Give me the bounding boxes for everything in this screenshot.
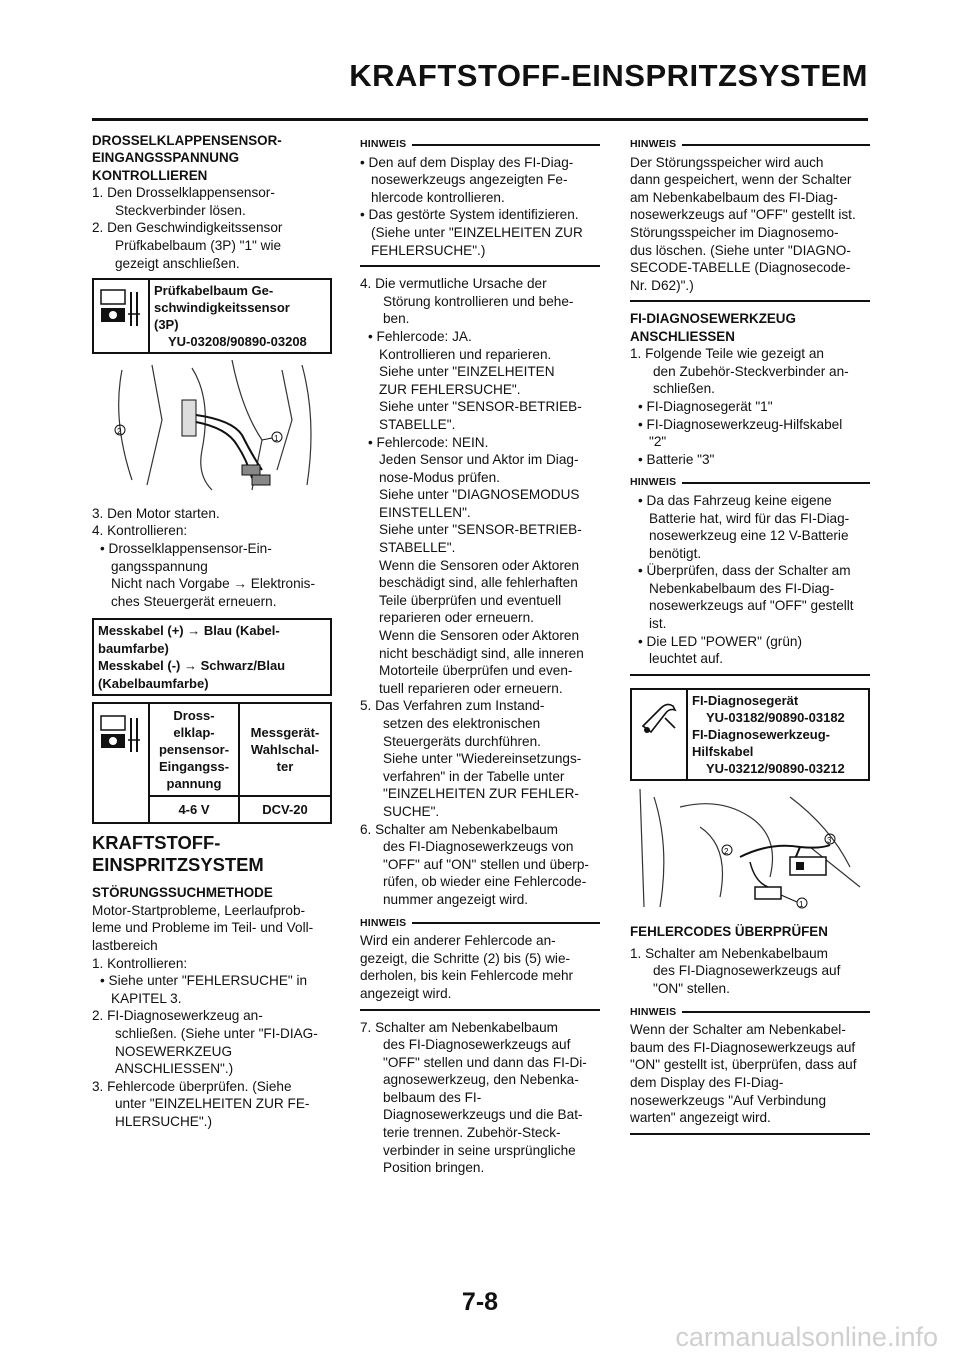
note-header-3: HINWEIS bbox=[630, 136, 870, 154]
check-step-1: 1. Schalter am Nebenkabelbaum des FI-Diagnosewerkzeugs auf "ON" stellen. bbox=[630, 945, 841, 997]
step-3: 3. Den Motor starten. bbox=[92, 505, 220, 521]
tool-text: Prüfkabelbaum Ge- schwindigkeitssensor (3P) YU-03208/90890-03208 bbox=[154, 283, 307, 350]
title-rule bbox=[92, 118, 868, 121]
watermark: carmanualsonline.info bbox=[675, 1322, 938, 1352]
special-tool-box bbox=[92, 278, 332, 354]
note-header-5: HINWEIS bbox=[630, 1004, 870, 1022]
note-header-2: HINWEIS bbox=[360, 915, 600, 933]
column-2 bbox=[360, 132, 600, 1177]
table-header-selector: Messgerät- Wahlschal- ter bbox=[250, 725, 320, 775]
note-2: Wird ein anderer Fehlercode an- gezeigt, die Schritte (2) bis (5) wie- derholen, bis kein Fehlercode mehr angezeigt wird. bbox=[360, 933, 574, 1001]
table-cell-selector: DCV-20 bbox=[240, 795, 330, 822]
spec-table bbox=[92, 702, 332, 824]
procedure-step-3: 3. Fehlercode überprüfen. (Siehe unter "EINZELHEITEN ZUR FE- HLERSUCHE".) bbox=[92, 1078, 310, 1129]
figure-sensor-harness bbox=[92, 360, 332, 499]
step-1: 1. Den Drosselklappensensor- Steckverbinder lösen. bbox=[92, 185, 275, 218]
section-heading-connect: FI-DIAGNOSEWERKZEUG ANSCHLIESSEN bbox=[630, 311, 796, 344]
note-5: Wenn der Schalter am Nebenkabel- baum des FI-Diagnosewerkzeugs auf "ON" gestellt ist, überprüfen, dass auf dem Display des FI-Diag- nosewerkzeugs "Auf Verbindung warten" angezeigt wird. bbox=[630, 1022, 857, 1126]
diagnostic-tool-icon bbox=[632, 690, 688, 779]
tool-text-2: FI-Diagnosegerät YU-03182/90890-03182 FI-Diagnosewerkzeug- Hilfskabel YU-03212/90890-03212 bbox=[692, 692, 845, 776]
section-heading: DROSSELKLAPPENSENSOR- EINGANGSSPANNUNG KONTROLLIEREN bbox=[92, 133, 282, 183]
bullet-error-yes: • Fehlercode: JA. Kontrollieren und reparieren. Siehe unter "EINZELHEITEN ZUR FEHLERSUCHE". Siehe unter "SENSOR-BETRIEB- STABELLE". bbox=[368, 328, 582, 432]
step-4-cause: 4. Die vermutliche Ursache der Störung kontrollieren und behe- ben. bbox=[360, 276, 574, 327]
tool-icon bbox=[94, 280, 150, 352]
intro-paragraph: Motor-Startprobleme, Leerlaufprob- leme und Probleme im Teil- und Voll- lastbereich bbox=[92, 902, 314, 953]
step-4: 4. Kontrollieren: bbox=[92, 523, 188, 539]
procedure-step-1: 1. Kontrollieren: bbox=[92, 955, 188, 971]
column-1: DROSSELKLAPPENSENSOR- EINGANGSSPANNUNG KONTROLLIEREN 1. Den Drosselklappensensor- Steckverbinder lösen. 2. Den Geschwindigkeitssensor Prüfkabelbaum (3P) "1" wie gezeigt anschließen. Prüfkabelbaum Ge- schwindigkeitssensor (3P) YU-03208/90890-03208 1 2 3. Den Motor starten. 4. Kontrollieren: • Drosselklappensensor-Ein- gangsspannung Nicht nach Vorgabe → Elektronis- ches Steuergerät erneuern. Messkabel (+) → Blau (Kabel- baumfarbe) Messkabel (-) → Schwarz/Blau (Kabelbaumfarbe) Dross- elklap- pensensor- Eingangss- pannung Messgerät- Wahlschal- ter 4-6 V DCV-20 KRAFTSTOFF- EINSPRITZSYSTEM STÖRUNGSSUCHMETHODE Motor-Startprobleme, Leerlaufprob- leme und Probleme im Teil- und Voll- lastbereich 1. Kontrollieren: • Siehe unter "FEHLERSUCHE" in KAPITEL 3. 2. FI-Diagnosewerkzeug an- schließen. (Siehe unter "FI-DIAG- NOSEWERKZEUG ANSCHLIESSEN".) 3. Fehlercode überprüfen. (Siehe unter "EINZELHEITEN ZUR FE- HLERSUCHE".) bbox=[92, 132, 332, 1130]
table-cell-voltage: 4-6 V bbox=[150, 795, 240, 822]
note-header-4: HINWEIS bbox=[630, 474, 870, 492]
callout-1: 1 bbox=[274, 434, 279, 444]
multimeter-icon bbox=[94, 704, 150, 822]
callout-3: 3 bbox=[827, 835, 832, 845]
bullet-check: • Drosselklappensensor-Ein- gangsspannung Nicht nach Vorgabe → Elektronis- ches Steuergerät erneuern. bbox=[100, 540, 316, 609]
page-number: 7-8 bbox=[461, 1288, 499, 1316]
note-1: • Den auf dem Display des FI-Diag- nosewerkzeugs angezeigten Fe- hlercode kontrollieren. • Das gestörte System identifizieren. (Siehe unter "EINZELHEITEN ZUR FEHLERSUCHE".) bbox=[360, 154, 583, 258]
table-header-voltage: Dross- elklap- pensensor- Eingangss- pannung bbox=[150, 704, 240, 795]
note-header: HINWEIS bbox=[360, 136, 600, 154]
callout-1: 1 bbox=[799, 899, 804, 909]
section-title: KRAFTSTOFF- EINSPRITZSYSTEM bbox=[92, 832, 264, 876]
parts-list: • FI-Diagnosegerät "1" • FI-Diagnosewerkzeug-Hilfskabel "2" • Batterie "3" bbox=[638, 398, 843, 467]
connect-step-1: 1. Folgende Teile wie gezeigt an den Zubehör-Steckverbinder an- schließen. bbox=[630, 346, 849, 397]
note-3: Der Störungsspeicher wird auch dann gespeichert, wenn der Schalter am Nebenkabelbaum des FI-Diag- nosewerkzeugs auf "OFF" gestellt ist. Störungsspeicher im Diagnosemo- dus löschen. (Siehe unter "DIAGNO- SECODE-TABELLE (Diagnosecode- Nr. D62)".) bbox=[630, 154, 856, 293]
step-5: 5. Das Verfahren zum Instand- setzen des elektronischen Steuergeräts durchführen. Siehe unter "Wiedereinsetzungs- verfahren" in der Tabelle unter "EINZELHEITEN ZUR FEHLER- SUCHE". bbox=[360, 698, 582, 819]
spec-box-probe: Messkabel (+) → Blau (Kabel- baumfarbe) Messkabel (-) → Schwarz/Blau (Kabelbaumfarbe) bbox=[92, 618, 332, 696]
callout-2: 2 bbox=[117, 427, 122, 437]
step-7: 7. Schalter am Nebenkabelbaum des FI-Diagnosewerkzeugs auf "OFF" stellen und dann das FI-Di- agnosewerkzeug, den Nebenka- belbaum des FI- Diagnosewerkzeugs und die Bat- terie trennen. Zubehör-Steck- verbinder in seine ursprüngliche Position bringen. bbox=[360, 1019, 587, 1176]
bullet-error-no: • Fehlercode: NEIN. Jeden Sensor und Aktor im Diag- nose-Modus prüfen. Siehe unter "DIAGNOSEMODUS EINSTELLEN". Siehe unter "SENSOR-BETRIEB- STABELLE". Wenn die Sensoren oder Aktoren beschädigt sind, alle fehlerhaften Teile überprüfen und eventuell reparieren oder erneuern. Wenn die Sensoren oder Aktoren nicht beschädigt sind, alle inneren Motorteile überprüfen und even- tuell reparieren oder erneuern. bbox=[368, 434, 584, 696]
special-tool-box-2 bbox=[630, 688, 870, 781]
note-4: • Da das Fahrzeug keine eigene Batterie hat, wird für das FI-Diag- nosewerkzeug eine 12 V-Batterie benötigt. • Überprüfen, dass der Schalter am Nebenkabelbaum des FI-Diag- nosewerkzeugs auf "OFF" gestellt ist. • Die LED "POWER" (grün) leuchtet auf. bbox=[638, 492, 854, 667]
callout-2: 2 bbox=[724, 846, 729, 856]
procedure-step-2: 2. FI-Diagnosewerkzeug an- schließen. (Siehe unter "FI-DIAG- NOSEWERKZEUG ANSCHLIESSEN".) bbox=[92, 1008, 318, 1077]
page-title: KRAFTSTOFF-EINSPRITZSYSTEM bbox=[349, 58, 868, 93]
section-heading-check-codes: FEHLERCODES ÜBERPRÜFEN bbox=[630, 924, 828, 940]
subsection-title: STÖRUNGSSUCHMETHODE bbox=[92, 885, 273, 901]
column-3 bbox=[630, 132, 870, 1143]
step-6: 6. Schalter am Nebenkabelbaum des FI-Diagnosewerkzeugs von "OFF" auf "ON" stellen und überp- rüfen, ob wieder eine Fehlercode- nummer angezeigt wird. bbox=[360, 821, 589, 907]
figure-diagnostic-connection bbox=[630, 787, 870, 918]
step-2: 2. Den Geschwindigkeitssensor Prüfkabelbaum (3P) "1" wie gezeigt anschließen. bbox=[92, 220, 283, 271]
